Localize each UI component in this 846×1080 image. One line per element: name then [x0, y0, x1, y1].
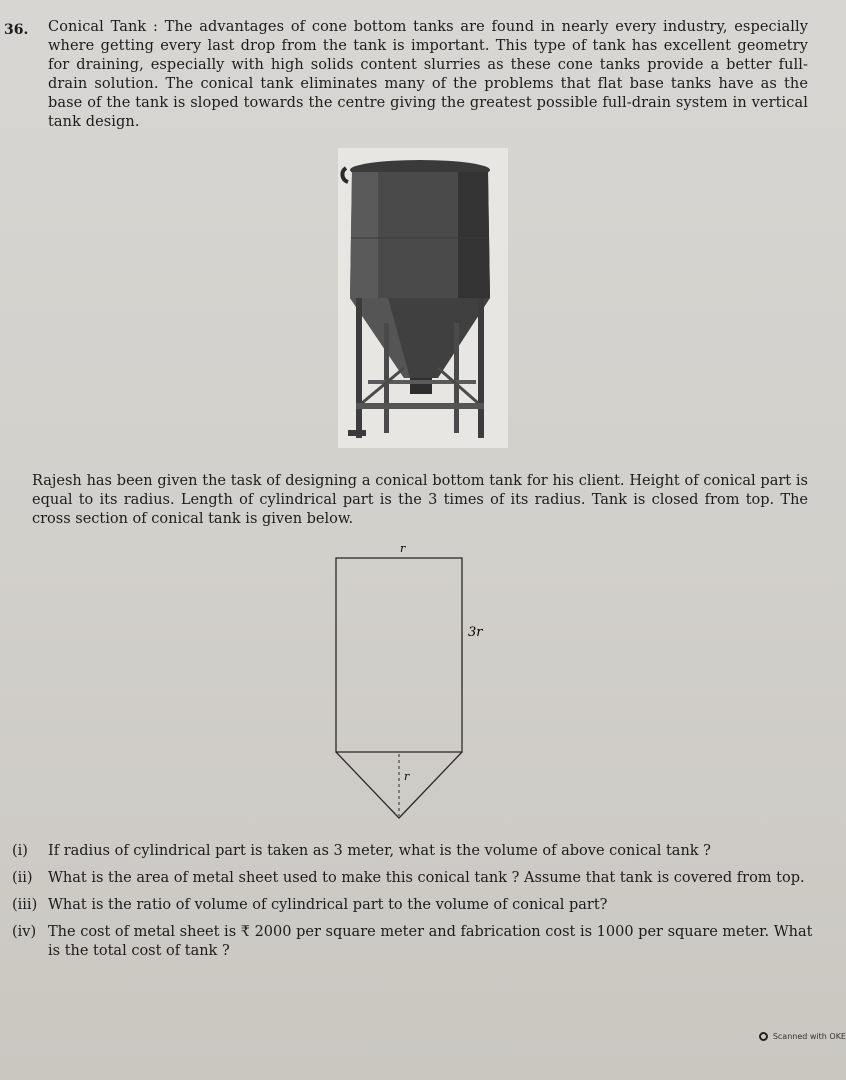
problem-scenario: Rajesh has been given the task of designing a conical bottom tank for his client. Height of conical part is equal to its radius. Length of cylindrical part is the 3 times of its radius. Tank is closed from top. The cross section of conical tank is given below. — [32, 473, 808, 527]
subquestion-text: The cost of metal sheet is ₹ 2000 per square meter and fabrication cost is 1000 per square meter. What is the total cost of tank ? — [48, 924, 813, 959]
height-label-cone: r — [404, 770, 410, 783]
subquestion-number: (iii) — [12, 897, 38, 913]
conical-tank-photo — [338, 148, 508, 448]
scanner-watermark — [759, 1032, 846, 1041]
radius-label-top: r — [400, 542, 406, 555]
subquestion-text: If radius of cylindrical part is taken as 3 meter, what is the volume of above conical tank ? — [48, 843, 711, 859]
subquestion-item — [12, 842, 822, 861]
subquestion-text: What is the ratio of volume of cylindrical part to the volume of conical part? — [48, 897, 608, 913]
scanner-icon — [759, 1032, 768, 1041]
subquestion-number: (i) — [12, 843, 28, 859]
tank-cross-section-diagram — [320, 540, 520, 830]
subquestion-number: (iv) — [12, 924, 37, 940]
scanner-text: Scanned with OKE — [772, 1032, 846, 1041]
subquestion-text: What is the area of metal sheet used to make this conical tank ? Assume that tank is covered from top. — [48, 870, 805, 886]
question-intro: Conical Tank : The advantages of cone bottom tanks are found in nearly every industry, especially where getting every last drop from the tank is important. This type of tank has excellent geometry for draining, especially with high solids content slurries as these cone tanks provide a better full-drain solution. The conical tank eliminates many of the problems that flat base tanks have as the base of the tank is sloped towards the centre giving the greatest possible full-drain system in vertical tank design. — [48, 19, 808, 130]
subquestion-list — [12, 842, 822, 969]
subquestion-item — [12, 896, 822, 915]
subquestion-item — [12, 923, 822, 961]
cylinder-section — [336, 558, 462, 752]
height-label-cylinder: 3r — [468, 625, 483, 640]
subquestion-item — [12, 869, 822, 888]
question-number: 36. — [4, 22, 29, 38]
subquestion-number: (ii) — [12, 870, 33, 886]
